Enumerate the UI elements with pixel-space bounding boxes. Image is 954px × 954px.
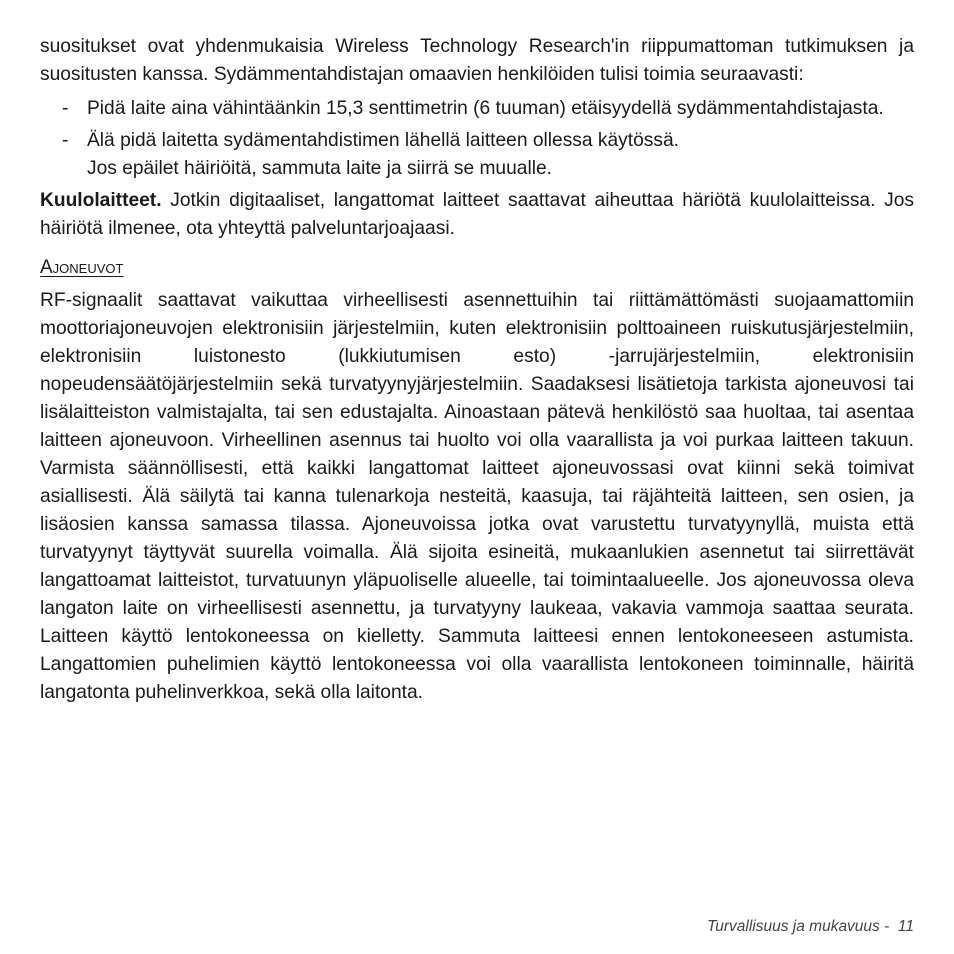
list-item: [40, 95, 914, 123]
vehicles-paragraph: RF-signaalit saattavat vaikuttaa virheellisesti asennettuihin tai riittämättömästi suojaamattomiin moottoriajoneuvojen elektronisiin järjestelmiin, kuten elektronisiin polttoaineen ruiskutusjärjestelmiin, elektronisiin luistonesto (lukkiutumisen esto) -jarrujärjestelmiin, elektronisiin nopeudensäätöjärjestelmiin sekä turvatyynyjärjestelmiin. Saadaksesi lisätietoja tarkista ajoneuvosi tai lisälaitteiston valmistajalta, tai sen edustajalta. Ainoastaan pätevä henkilöstö saa huoltaa, tai asentaa laitteen ajoneuvoon. Virheellinen asennus tai huolto voi olla vaarallista ja voi purkaa laitteen takuun. Varmista säännöllisesti, että kaikki langattomat laitteet ajoneuvossasi ovat kiinni sekä toimivat asiallisesti. Älä säilytä tai kanna tulenarkoja nesteitä, kaasuja, tai räjähteitä laitteen, sen osien, ja lisäosien kanssa samassa tilassa. Ajoneuvoissa jotka ovat varustettu turvatyynyllä, muista että turvatyynyt täyttyvät suurella voimalla. Älä sijoita esineitä, mukaanlukien asennetut tai siirrettävät langattoamat laitteistot, turvatuunyn yläpuoliselle alueelle, tai toimintaalueelle. Jos ajoneuvossa oleva langaton laite on virheellisesti asennettu, ja turvatyyny laukeaa, vakavia vammoja saattaa seurata. Laitteen käyttö lentokoneessa on kielletty. Sammuta laitteesi ennen lentokoneeseen astumista. Langattomien puhelimien käyttö lentokoneessa voi olla vaarallista lentokoneen toiminnalle, häiritä langatonta puhelinverkkoa, sekä olla laitonta.: [40, 290, 914, 703]
page-footer: [707, 918, 914, 936]
pacemaker-guidelines-list: [40, 95, 914, 183]
intro-paragraph: suositukset ovat yhdenmukaisia Wireless Technology Research'in riippumattoman tutkimuksen ja suositusten kanssa. Sydämmentahdistajan omaavien henkilöiden tulisi toimia seuraavasti:: [40, 36, 914, 85]
hearing-aids-paragraph: [40, 187, 914, 243]
list-item-text: Pidä laite aina vähintäänkin 15,3 senttimetrin (6 tuuman) etäisyydellä sydämmentahdistajasta.: [87, 98, 884, 119]
section-heading-vehicles: Ajoneuvot: [40, 257, 124, 278]
page-content: [40, 33, 914, 707]
hearing-aids-text: Jotkin digitaaliset, langattomat laitteet saattavat aiheuttaa häriötä kuulolaitteissa. Jos häiriötä ilmenee, ota yhteyttä palveluntarjoajaasi.: [40, 190, 914, 239]
list-item-extra-text: Jos epäilet häiriöitä, sammuta laite ja siirrä se muualle.: [87, 158, 552, 179]
footer-page-number: 11: [897, 918, 914, 935]
bullet-dash: -: [62, 130, 69, 151]
footer-separator: -: [879, 918, 898, 935]
list-item: [40, 127, 914, 183]
list-item-text: Älä pidä laitetta sydämentahdistimen lähellä laitteen ollessa käytössä.: [87, 130, 679, 151]
hearing-aids-label: Kuulolaitteet.: [40, 190, 162, 211]
bullet-dash: -: [62, 98, 69, 119]
footer-section-title: Turvallisuus ja mukavuus: [706, 918, 880, 935]
